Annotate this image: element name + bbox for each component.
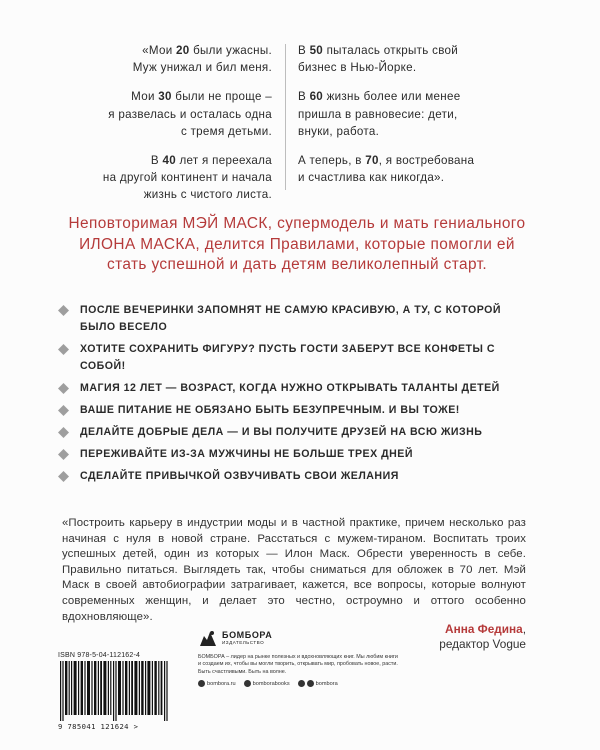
telegram-icon xyxy=(307,680,314,687)
bombora-logo-icon xyxy=(198,628,218,648)
globe-icon xyxy=(198,680,205,687)
rule-text: МАГИЯ 12 ЛЕТ — ВОЗРАСТ, КОГДА НУЖНО ОТКРЫВАТЬ ТАЛАНТЫ ДЕТЕЙ xyxy=(80,382,500,394)
link-instagram[interactable]: bomborabooks xyxy=(244,680,290,687)
diamond-bullet-icon xyxy=(58,405,69,416)
quote-line: В 40 лет я переехала на другой континент и начала жизнь с чистого листа. xyxy=(102,154,272,202)
rule-item xyxy=(58,424,538,441)
quote-line: В 50 пыталась открыть свой бизнес в Нью-Йорке. xyxy=(298,44,459,75)
diamond-bullet-icon xyxy=(58,344,69,355)
rule-text: ПОСЛЕ ВЕЧЕРИНКИ ЗАПОМНЯТ НЕ САМУЮ КРАСИВУЮ, А ТУ, С КОТОРОЙ БЫЛО ВЕСЕЛО xyxy=(80,304,502,333)
barcode-digits: 9 785041 121624 > xyxy=(58,722,139,731)
publisher-description: БОМБОРА – лидер на рынке полезных и вдохновляющих книг. Мы любим книги и создаем их, чтобы вы могли творить, открывать мир, пробовать новое, расти. Быть счастливыми. Быть на волне. xyxy=(198,654,398,675)
column-divider xyxy=(285,44,286,190)
rule-item xyxy=(58,341,538,375)
rules-list xyxy=(58,302,538,490)
publisher-name: БОМБОРА xyxy=(222,629,273,640)
rule-item xyxy=(58,302,538,336)
diamond-bullet-icon xyxy=(58,427,69,438)
quote-line: Мои 30 были не проще – я развелась и осталась одна с тремя детьми. xyxy=(108,90,272,138)
quote-line: «Мои 20 были ужасны. Муж унижал и бил меня. xyxy=(132,44,272,75)
diamond-bullet-icon xyxy=(58,449,69,460)
rule-text: ПЕРЕЖИВАЙТЕ ИЗ-ЗА МУЖЧИНЫ НЕ БОЛЬШЕ ТРЕХ ДНЕЙ xyxy=(80,448,413,460)
quotes-left-column xyxy=(40,42,272,216)
publisher-sub: ИЗДАТЕЛЬСТВО xyxy=(222,639,265,645)
barcode-icon xyxy=(58,661,176,721)
quote-line: В 60 жизнь более или менее пришла в равновесие: дети, внуки, работа. xyxy=(298,90,461,138)
diamond-bullet-icon xyxy=(58,383,69,394)
headline: Неповторимая МЭЙ МАСК, супермодель и мать гениального ИЛОНА МАСКА, делится Правилами, которые помогли ей стать успешной и дать детям великолепный старт. xyxy=(68,215,526,273)
barcode-block xyxy=(58,652,178,738)
review-quote: «Построить карьеру в индустрии моды и в частной практике, причем несколько раз начиная с нуля в новой стране. Расстаться с мужем-тираном. Воспитать троих успешных детей, один из которых — Илон Маск. Обрести уверенность в себе. Правильно питаться. Выглядеть так, чтобы сниматься для обложек в 70 лет. Мэй Маск в своей автобиографии затрагивает, кажется, все вопросы, которые волнуют современных женщин, и делает это честно, остроумно и оттого особенно вдохновляюще». xyxy=(62,517,526,623)
instagram-icon xyxy=(244,680,251,687)
publisher-links xyxy=(198,680,398,687)
rule-item xyxy=(58,446,538,463)
quotes-block xyxy=(40,42,560,202)
publisher-block xyxy=(198,628,398,687)
publisher-logo xyxy=(198,628,398,648)
diamond-bullet-icon xyxy=(58,471,69,482)
rule-text: СДЕЛАЙТЕ ПРИВЫЧКОЙ ОЗВУЧИВАТЬ СВОИ ЖЕЛАНИЯ xyxy=(80,470,399,482)
rule-item xyxy=(58,402,538,419)
author-role: редактор Vogue xyxy=(439,637,526,651)
rule-text: ВАШЕ ПИТАНИЕ НЕ ОБЯЗАНО БЫТЬ БЕЗУПРЕЧНЫМ. И ВЫ ТОЖЕ! xyxy=(80,404,460,416)
rule-item xyxy=(58,380,538,397)
vk-icon xyxy=(298,680,305,687)
rule-item xyxy=(58,468,538,485)
author-name: Анна Федина xyxy=(445,622,523,636)
link-website[interactable]: bombora.ru xyxy=(198,680,236,687)
rule-text: ХОТИТЕ СОХРАНИТЬ ФИГУРУ? ПУСТЬ ГОСТИ ЗАБЕРУТ ВСЕ КОНФЕТЫ С СОБОЙ! xyxy=(80,343,495,372)
quote-line: А теперь, в 70, я востребована и счастлива как никогда». xyxy=(298,154,475,185)
link-social[interactable]: bombora xyxy=(298,680,338,687)
author-comma: , xyxy=(522,622,526,636)
quotes-right-column xyxy=(298,42,530,198)
isbn-label: ISBN 978-5-04-112162-4 xyxy=(58,652,141,659)
diamond-bullet-icon xyxy=(58,305,69,316)
review-author xyxy=(439,622,526,652)
rule-text: ДЕЛАЙТЕ ДОБРЫЕ ДЕЛА — И ВЫ ПОЛУЧИТЕ ДРУЗЕЙ НА ВСЮ ЖИЗНЬ xyxy=(80,426,483,438)
